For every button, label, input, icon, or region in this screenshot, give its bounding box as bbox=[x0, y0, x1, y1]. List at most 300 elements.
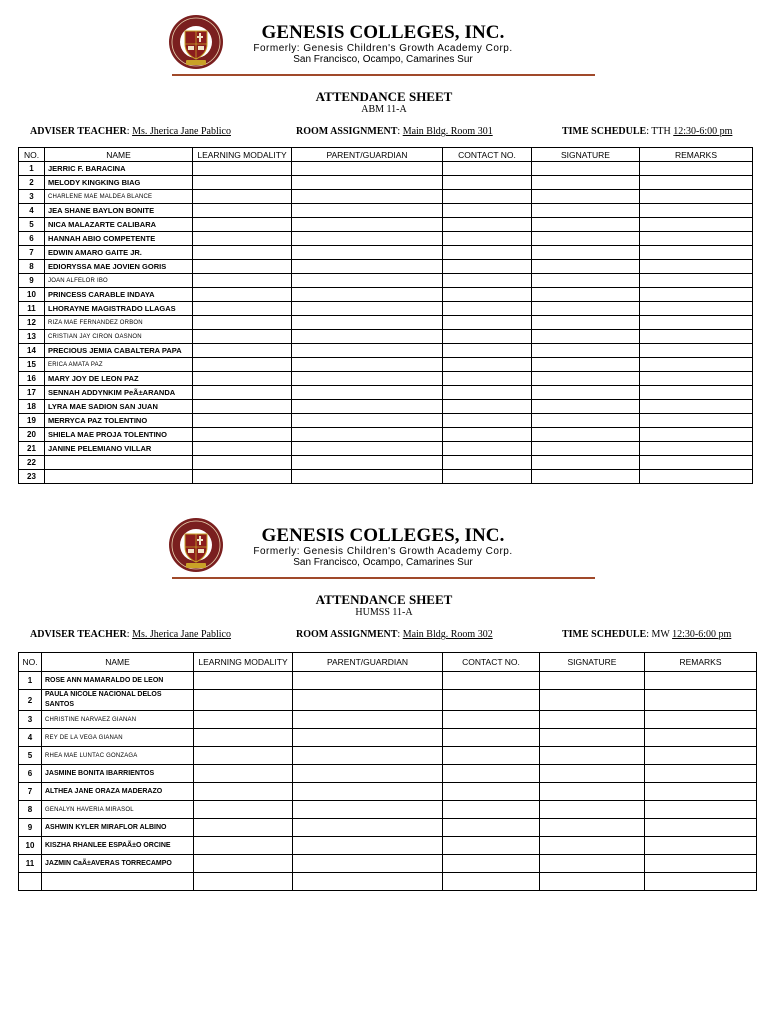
signature-cell[interactable] bbox=[540, 729, 645, 747]
remarks-cell[interactable] bbox=[640, 260, 753, 274]
learning-modality-cell[interactable] bbox=[193, 400, 292, 414]
table-row bbox=[19, 711, 757, 729]
row-number: 11 bbox=[19, 302, 45, 316]
student-name: LHORAYNE MAGISTRADO LLAGAS bbox=[45, 302, 193, 316]
row-number: 12 bbox=[19, 316, 45, 330]
parent-guardian-cell[interactable] bbox=[293, 765, 443, 783]
remarks-cell[interactable] bbox=[645, 672, 757, 690]
table-row bbox=[19, 344, 753, 358]
remarks-cell[interactable] bbox=[640, 204, 753, 218]
learning-modality-cell[interactable] bbox=[193, 344, 292, 358]
signature-cell[interactable] bbox=[540, 747, 645, 765]
signature-cell[interactable] bbox=[540, 873, 645, 891]
contact-no-cell[interactable] bbox=[443, 672, 540, 690]
contact-no-cell[interactable] bbox=[443, 316, 532, 330]
learning-modality-cell[interactable] bbox=[193, 232, 292, 246]
row-number: 7 bbox=[19, 246, 45, 260]
row-number: 19 bbox=[19, 414, 45, 428]
learning-modality-cell[interactable] bbox=[193, 190, 292, 204]
learning-modality-cell[interactable] bbox=[193, 176, 292, 190]
table-row bbox=[19, 330, 753, 344]
parent-guardian-cell[interactable] bbox=[292, 218, 443, 232]
schedule-info: TIME SCHEDULE: TTH 12:30-6:00 pm bbox=[562, 126, 733, 137]
remarks-cell[interactable] bbox=[645, 873, 757, 891]
table-row bbox=[19, 873, 757, 891]
learning-modality-cell[interactable] bbox=[194, 855, 293, 873]
learning-modality-cell[interactable] bbox=[193, 456, 292, 470]
signature-cell[interactable] bbox=[532, 456, 640, 470]
table-row bbox=[19, 819, 757, 837]
parent-guardian-cell[interactable] bbox=[293, 873, 443, 891]
learning-modality-cell[interactable] bbox=[194, 672, 293, 690]
remarks-cell[interactable] bbox=[640, 246, 753, 260]
parent-guardian-cell[interactable] bbox=[293, 819, 443, 837]
learning-modality-cell[interactable] bbox=[193, 386, 292, 400]
schedule-info: TIME SCHEDULE: MW 12:30-6:00 pm bbox=[562, 629, 732, 640]
signature-cell[interactable] bbox=[540, 855, 645, 873]
student-name: MERRYCA PAZ TOLENTINO bbox=[45, 414, 193, 428]
contact-no-cell[interactable] bbox=[443, 428, 532, 442]
parent-guardian-cell[interactable] bbox=[292, 400, 443, 414]
parent-guardian-cell[interactable] bbox=[293, 711, 443, 729]
signature-cell[interactable] bbox=[532, 330, 640, 344]
table-row bbox=[19, 414, 753, 428]
student-name: MELODY KINGKING BIAG bbox=[45, 176, 193, 190]
remarks-cell[interactable] bbox=[645, 819, 757, 837]
signature-cell[interactable] bbox=[532, 176, 640, 190]
remarks-cell[interactable] bbox=[645, 711, 757, 729]
signature-cell[interactable] bbox=[540, 672, 645, 690]
student-name: CHRISTINE NARVAEZ GIANAN bbox=[42, 711, 194, 729]
learning-modality-cell[interactable] bbox=[194, 690, 293, 711]
learning-modality-cell[interactable] bbox=[194, 747, 293, 765]
room-value: Main Bldg. Room 302 bbox=[402, 629, 493, 640]
row-number: 1 bbox=[19, 672, 42, 690]
remarks-cell[interactable] bbox=[640, 330, 753, 344]
contact-no-cell[interactable] bbox=[443, 330, 532, 344]
contact-no-cell[interactable] bbox=[443, 690, 540, 711]
remarks-cell[interactable] bbox=[640, 218, 753, 232]
signature-cell[interactable] bbox=[532, 190, 640, 204]
table-row bbox=[19, 470, 753, 484]
student-name: EDIORYSSA MAE JOVIEN GORIS bbox=[45, 260, 193, 274]
parent-guardian-cell[interactable] bbox=[292, 260, 443, 274]
parent-guardian-cell[interactable] bbox=[292, 344, 443, 358]
remarks-cell[interactable] bbox=[640, 386, 753, 400]
learning-modality-cell[interactable] bbox=[193, 414, 292, 428]
signature-cell[interactable] bbox=[532, 358, 640, 372]
row-number: 18 bbox=[19, 400, 45, 414]
table-row bbox=[19, 456, 753, 470]
learning-modality-cell[interactable] bbox=[193, 316, 292, 330]
column-header-parent-guardian: PARENT/GUARDIAN bbox=[292, 148, 443, 162]
parent-guardian-cell[interactable] bbox=[293, 855, 443, 873]
row-number: 9 bbox=[19, 274, 45, 288]
parent-guardian-cell[interactable] bbox=[293, 690, 443, 711]
student-name: JERRIC F. BARACINA bbox=[45, 162, 193, 176]
school-name: GENESIS COLLEGES, INC. bbox=[261, 22, 505, 43]
parent-guardian-cell[interactable] bbox=[293, 801, 443, 819]
signature-cell[interactable] bbox=[532, 162, 640, 176]
table-row bbox=[19, 232, 753, 246]
signature-cell[interactable] bbox=[532, 428, 640, 442]
student-name: ASHWIN KYLER MIRAFLOR ALBINO bbox=[42, 819, 194, 837]
table-row bbox=[19, 260, 753, 274]
signature-cell[interactable] bbox=[532, 246, 640, 260]
learning-modality-cell[interactable] bbox=[194, 765, 293, 783]
contact-no-cell[interactable] bbox=[443, 400, 532, 414]
remarks-cell[interactable] bbox=[640, 176, 753, 190]
parent-guardian-cell[interactable] bbox=[292, 442, 443, 456]
row-number: 23 bbox=[19, 470, 45, 484]
column-header-learning-modality: LEARNING MODALITY bbox=[194, 653, 293, 672]
table-row bbox=[19, 246, 753, 260]
contact-no-cell[interactable] bbox=[443, 470, 532, 484]
attendance-table bbox=[18, 147, 753, 484]
table-row bbox=[19, 690, 757, 711]
remarks-cell[interactable] bbox=[640, 400, 753, 414]
column-header-signature: SIGNATURE bbox=[540, 653, 645, 672]
row-number: 10 bbox=[19, 288, 45, 302]
school-address: San Francisco, Ocampo, Camarines Sur bbox=[293, 557, 473, 568]
parent-guardian-cell[interactable] bbox=[293, 729, 443, 747]
table-row bbox=[19, 316, 753, 330]
contact-no-cell[interactable] bbox=[443, 456, 532, 470]
remarks-cell[interactable] bbox=[640, 358, 753, 372]
table-row bbox=[19, 783, 757, 801]
contact-no-cell[interactable] bbox=[443, 873, 540, 891]
signature-cell[interactable] bbox=[532, 442, 640, 456]
table-header-row bbox=[19, 148, 753, 162]
contact-no-cell[interactable] bbox=[443, 765, 540, 783]
signature-cell[interactable] bbox=[532, 344, 640, 358]
signature-cell[interactable] bbox=[532, 218, 640, 232]
contact-no-cell[interactable] bbox=[443, 204, 532, 218]
signature-cell[interactable] bbox=[532, 260, 640, 274]
student-name: MARY JOY DE LEON PAZ bbox=[45, 372, 193, 386]
row-number: 6 bbox=[19, 765, 42, 783]
column-header-remarks: REMARKS bbox=[645, 653, 757, 672]
table-row bbox=[19, 442, 753, 456]
column-header-contact-no: CONTACT NO. bbox=[443, 653, 540, 672]
row-number: 3 bbox=[19, 190, 45, 204]
attendance-table bbox=[18, 652, 757, 891]
student-name: PRECIOUS JEMIA CABALTERA PAPA bbox=[45, 344, 193, 358]
contact-no-cell[interactable] bbox=[443, 855, 540, 873]
sheet-title: ATTENDANCE SHEET bbox=[315, 89, 453, 104]
row-number bbox=[19, 873, 42, 891]
student-name: JANINE PELEMIANO VILLAR bbox=[45, 442, 193, 456]
signature-cell[interactable] bbox=[540, 801, 645, 819]
row-number: 21 bbox=[19, 442, 45, 456]
column-header-parent-guardian: PARENT/GUARDIAN bbox=[293, 653, 443, 672]
parent-guardian-cell[interactable] bbox=[292, 176, 443, 190]
signature-cell[interactable] bbox=[532, 470, 640, 484]
table-row bbox=[19, 747, 757, 765]
parent-guardian-cell[interactable] bbox=[293, 783, 443, 801]
student-name: KISZHA RHANLEE ESPAÃ±O ORCINE bbox=[42, 837, 194, 855]
remarks-cell[interactable] bbox=[640, 274, 753, 288]
parent-guardian-cell[interactable] bbox=[292, 456, 443, 470]
signature-cell[interactable] bbox=[532, 232, 640, 246]
table-row bbox=[19, 837, 757, 855]
learning-modality-cell[interactable] bbox=[193, 442, 292, 456]
remarks-cell[interactable] bbox=[640, 232, 753, 246]
contact-no-cell[interactable] bbox=[443, 747, 540, 765]
remarks-cell[interactable] bbox=[645, 729, 757, 747]
signature-cell[interactable] bbox=[532, 204, 640, 218]
parent-guardian-cell[interactable] bbox=[292, 358, 443, 372]
parent-guardian-cell[interactable] bbox=[293, 672, 443, 690]
row-number: 2 bbox=[19, 690, 42, 711]
contact-no-cell[interactable] bbox=[443, 344, 532, 358]
remarks-cell[interactable] bbox=[640, 162, 753, 176]
student-name: JOAN ALFELOR IBO bbox=[45, 274, 193, 288]
contact-no-cell[interactable] bbox=[443, 837, 540, 855]
contact-no-cell[interactable] bbox=[443, 260, 532, 274]
signature-cell[interactable] bbox=[540, 783, 645, 801]
column-header-name: NAME bbox=[42, 653, 194, 672]
table-row bbox=[19, 162, 753, 176]
signature-cell[interactable] bbox=[532, 414, 640, 428]
learning-modality-cell[interactable] bbox=[193, 218, 292, 232]
parent-guardian-cell[interactable] bbox=[292, 274, 443, 288]
signature-cell[interactable] bbox=[532, 288, 640, 302]
remarks-cell[interactable] bbox=[640, 414, 753, 428]
row-number: 6 bbox=[19, 232, 45, 246]
table-row bbox=[19, 274, 753, 288]
student-name: SHIELA MAE PROJA TOLENTINO bbox=[45, 428, 193, 442]
adviser-name: Ms. Jherica Jane Pablico bbox=[132, 126, 231, 137]
contact-no-cell[interactable] bbox=[443, 246, 532, 260]
signature-cell[interactable] bbox=[540, 765, 645, 783]
contact-no-cell[interactable] bbox=[443, 302, 532, 316]
class-section: HUMSS 11-A bbox=[355, 607, 413, 618]
table-row bbox=[19, 358, 753, 372]
column-header-remarks: REMARKS bbox=[640, 148, 753, 162]
remarks-cell[interactable] bbox=[645, 747, 757, 765]
remarks-cell[interactable] bbox=[640, 372, 753, 386]
school-former-name: Formerly: Genesis Children's Growth Academy Corp. bbox=[253, 546, 513, 557]
student-name: PAULA NICOLE NACIONAL DELOS SANTOS bbox=[42, 690, 194, 711]
row-number: 9 bbox=[19, 819, 42, 837]
adviser-info: ADVISER TEACHER: Ms. Jherica Jane Pablico bbox=[30, 629, 231, 640]
learning-modality-cell[interactable] bbox=[193, 428, 292, 442]
row-number: 5 bbox=[19, 747, 42, 765]
row-number: 3 bbox=[19, 711, 42, 729]
learning-modality-cell[interactable] bbox=[193, 372, 292, 386]
contact-no-cell[interactable] bbox=[443, 162, 532, 176]
remarks-cell[interactable] bbox=[645, 690, 757, 711]
signature-cell[interactable] bbox=[540, 711, 645, 729]
parent-guardian-cell[interactable] bbox=[292, 428, 443, 442]
student-name[interactable] bbox=[42, 873, 194, 891]
row-number: 2 bbox=[19, 176, 45, 190]
learning-modality-cell[interactable] bbox=[193, 302, 292, 316]
contact-no-cell[interactable] bbox=[443, 386, 532, 400]
contact-no-cell[interactable] bbox=[443, 819, 540, 837]
learning-modality-cell[interactable] bbox=[193, 246, 292, 260]
parent-guardian-cell[interactable] bbox=[292, 190, 443, 204]
student-name: LYRA MAE SADION SAN JUAN bbox=[45, 400, 193, 414]
signature-cell[interactable] bbox=[540, 819, 645, 837]
table-row bbox=[19, 400, 753, 414]
parent-guardian-cell[interactable] bbox=[293, 747, 443, 765]
remarks-cell[interactable] bbox=[645, 855, 757, 873]
student-name: NICA MALAZARTE CALIBARA bbox=[45, 218, 193, 232]
row-number: 7 bbox=[19, 783, 42, 801]
learning-modality-cell[interactable] bbox=[193, 274, 292, 288]
row-number: 11 bbox=[19, 855, 42, 873]
row-number: 8 bbox=[19, 801, 42, 819]
class-section: ABM 11-A bbox=[361, 104, 407, 115]
remarks-cell[interactable] bbox=[640, 190, 753, 204]
learning-modality-cell[interactable] bbox=[194, 801, 293, 819]
row-number: 13 bbox=[19, 330, 45, 344]
contact-no-cell[interactable] bbox=[443, 442, 532, 456]
parent-guardian-cell[interactable] bbox=[292, 470, 443, 484]
header-divider bbox=[172, 577, 595, 579]
learning-modality-cell[interactable] bbox=[193, 358, 292, 372]
contact-no-cell[interactable] bbox=[443, 414, 532, 428]
row-number: 5 bbox=[19, 218, 45, 232]
parent-guardian-cell[interactable] bbox=[292, 386, 443, 400]
schedule-time: 12:30-6:00 pm bbox=[672, 629, 732, 640]
contact-no-cell[interactable] bbox=[443, 372, 532, 386]
parent-guardian-cell[interactable] bbox=[292, 204, 443, 218]
remarks-cell[interactable] bbox=[645, 801, 757, 819]
contact-no-cell[interactable] bbox=[443, 801, 540, 819]
contact-no-cell[interactable] bbox=[443, 232, 532, 246]
student-name: CHARLENE MAE MALDEA BLANCE bbox=[45, 190, 193, 204]
remarks-cell[interactable] bbox=[640, 428, 753, 442]
signature-cell[interactable] bbox=[532, 400, 640, 414]
student-name: SENNAH ADDYNKIM PeÃ±ARANDA bbox=[45, 386, 193, 400]
contact-no-cell[interactable] bbox=[443, 218, 532, 232]
school-seal-icon bbox=[168, 517, 224, 573]
student-name: ERICA AMATA PAZ bbox=[45, 358, 193, 372]
student-name: ROSE ANN MAMARALDO DE LEON bbox=[42, 672, 194, 690]
student-name: REY DE LA VEGA GIANAN bbox=[42, 729, 194, 747]
signature-cell[interactable] bbox=[540, 837, 645, 855]
remarks-cell[interactable] bbox=[645, 783, 757, 801]
parent-guardian-cell[interactable] bbox=[292, 316, 443, 330]
remarks-cell[interactable] bbox=[645, 837, 757, 855]
student-name: JEA SHANE BAYLON BONITE bbox=[45, 204, 193, 218]
learning-modality-cell[interactable] bbox=[193, 260, 292, 274]
adviser-name: Ms. Jherica Jane Pablico bbox=[132, 629, 231, 640]
row-number: 15 bbox=[19, 358, 45, 372]
table-row bbox=[19, 672, 757, 690]
school-former-name: Formerly: Genesis Children's Growth Academy Corp. bbox=[253, 43, 513, 54]
row-number: 4 bbox=[19, 729, 42, 747]
learning-modality-cell[interactable] bbox=[193, 204, 292, 218]
learning-modality-cell[interactable] bbox=[194, 837, 293, 855]
learning-modality-cell[interactable] bbox=[193, 330, 292, 344]
parent-guardian-cell[interactable] bbox=[292, 414, 443, 428]
student-name: GENALYN HAVERIA MIRASOL bbox=[42, 801, 194, 819]
student-name: JAZMIN CaÃ±AVERAS TORRECAMPO bbox=[42, 855, 194, 873]
row-number: 22 bbox=[19, 456, 45, 470]
parent-guardian-cell[interactable] bbox=[292, 302, 443, 316]
learning-modality-cell[interactable] bbox=[194, 819, 293, 837]
learning-modality-cell[interactable] bbox=[194, 783, 293, 801]
remarks-cell[interactable] bbox=[640, 288, 753, 302]
contact-no-cell[interactable] bbox=[443, 190, 532, 204]
signature-cell[interactable] bbox=[532, 316, 640, 330]
parent-guardian-cell[interactable] bbox=[292, 162, 443, 176]
contact-no-cell[interactable] bbox=[443, 711, 540, 729]
contact-no-cell[interactable] bbox=[443, 358, 532, 372]
parent-guardian-cell[interactable] bbox=[292, 288, 443, 302]
parent-guardian-cell[interactable] bbox=[292, 330, 443, 344]
remarks-cell[interactable] bbox=[640, 316, 753, 330]
remarks-cell[interactable] bbox=[640, 470, 753, 484]
sheet-title: ATTENDANCE SHEET bbox=[315, 592, 453, 607]
student-name[interactable] bbox=[45, 456, 193, 470]
remarks-cell[interactable] bbox=[645, 765, 757, 783]
remarks-cell[interactable] bbox=[640, 344, 753, 358]
row-number: 20 bbox=[19, 428, 45, 442]
schedule-time: 12:30-6:00 pm bbox=[673, 126, 733, 137]
column-header-signature: SIGNATURE bbox=[532, 148, 640, 162]
signature-cell[interactable] bbox=[532, 274, 640, 288]
table-row bbox=[19, 302, 753, 316]
learning-modality-cell[interactable] bbox=[194, 873, 293, 891]
contact-no-cell[interactable] bbox=[443, 288, 532, 302]
student-name: HANNAH ABIO COMPETENTE bbox=[45, 232, 193, 246]
table-header-row bbox=[19, 653, 757, 672]
student-name: JASMINE BONITA IBARRIENTOS bbox=[42, 765, 194, 783]
column-header-name: NAME bbox=[45, 148, 193, 162]
row-number: 14 bbox=[19, 344, 45, 358]
student-name: ALTHEA JANE ORAZA MADERAZO bbox=[42, 783, 194, 801]
learning-modality-cell[interactable] bbox=[193, 162, 292, 176]
remarks-cell[interactable] bbox=[640, 456, 753, 470]
student-name: EDWIN AMARO GAITE JR. bbox=[45, 246, 193, 260]
row-number: 8 bbox=[19, 260, 45, 274]
student-name[interactable] bbox=[45, 470, 193, 484]
remarks-cell[interactable] bbox=[640, 442, 753, 456]
learning-modality-cell[interactable] bbox=[193, 288, 292, 302]
parent-guardian-cell[interactable] bbox=[293, 837, 443, 855]
contact-no-cell[interactable] bbox=[443, 729, 540, 747]
adviser-info: ADVISER TEACHER: Ms. Jherica Jane Pablico bbox=[30, 126, 231, 137]
signature-cell[interactable] bbox=[532, 386, 640, 400]
row-number: 4 bbox=[19, 204, 45, 218]
signature-cell[interactable] bbox=[540, 690, 645, 711]
table-row bbox=[19, 855, 757, 873]
contact-no-cell[interactable] bbox=[443, 176, 532, 190]
room-info: ROOM ASSIGNMENT: Main Bldg. Room 302 bbox=[296, 629, 493, 640]
learning-modality-cell[interactable] bbox=[194, 711, 293, 729]
contact-no-cell[interactable] bbox=[443, 783, 540, 801]
learning-modality-cell[interactable] bbox=[194, 729, 293, 747]
parent-guardian-cell[interactable] bbox=[292, 372, 443, 386]
table-row bbox=[19, 428, 753, 442]
remarks-cell[interactable] bbox=[640, 302, 753, 316]
table-row bbox=[19, 386, 753, 400]
learning-modality-cell[interactable] bbox=[193, 470, 292, 484]
school-address: San Francisco, Ocampo, Camarines Sur bbox=[293, 54, 473, 65]
contact-no-cell[interactable] bbox=[443, 274, 532, 288]
signature-cell[interactable] bbox=[532, 372, 640, 386]
parent-guardian-cell[interactable] bbox=[292, 232, 443, 246]
parent-guardian-cell[interactable] bbox=[292, 246, 443, 260]
row-number: 16 bbox=[19, 372, 45, 386]
signature-cell[interactable] bbox=[532, 302, 640, 316]
row-number: 17 bbox=[19, 386, 45, 400]
